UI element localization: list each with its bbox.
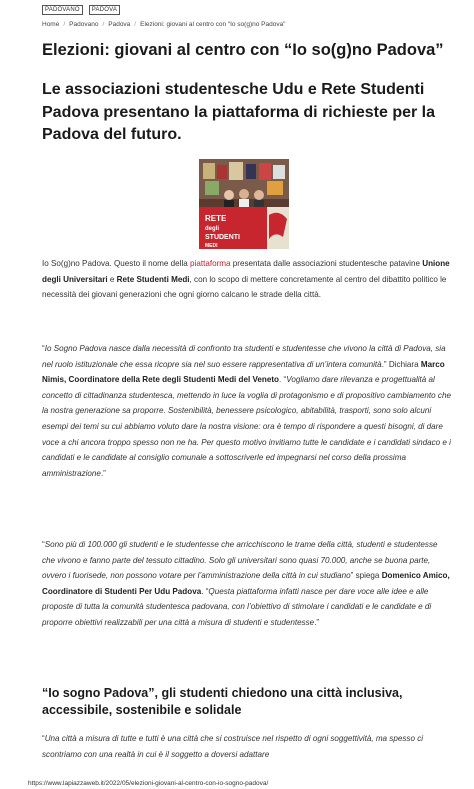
- quote-mark: “: [42, 540, 45, 549]
- svg-text:STUDENTI: STUDENTI: [205, 234, 240, 241]
- speaker-name: Marco Nimis, Coordinatore della Rete degli Studenti Medi del Veneto: [42, 359, 445, 385]
- quote-text: Io Sogno Padova nasce dalla necessità di confronto tra studenti e studentesse che vivono la città di Padova, sia nel ruolo istituzionale che essa ricopre sia nel suo essere rappresentativa di un’intera comunità: [42, 344, 446, 369]
- quote-text: Questa piattaforma infatti nasce per dare voce alle idee e alle proposte di tutta la comunità studentesca padovana, con l’obiettivo di stimolare i candidati e le candidate e di proporre obiettivi realizzabili per una città a misura di studenti e studentesse: [42, 586, 432, 627]
- paragraph-text: ” spiega: [350, 571, 382, 581]
- quote-mark: “: [42, 734, 45, 743]
- quote-text: Sono più di 100.000 gli studenti e le studentesse che arricchiscono le trame della città, studenti e studentesse che vivono e fanno parte del tessuto cittadino. Solo gli universitari sono quasi 70.000, anche se buona parte, ovvero i fuorisede, non possono votare per l’amministrazione della città in cui studiano: [42, 540, 438, 581]
- svg-text:degli: degli: [205, 226, 220, 232]
- article-photo[interactable]: [199, 159, 289, 249]
- breadcrumb-padovano[interactable]: Padovano: [69, 21, 99, 28]
- page-title: Elezioni: giovani al centro con “Io so(g)no Padova”: [42, 41, 444, 59]
- category-tags: [42, 5, 120, 15]
- quote-text: Vogliamo dare rilevanza e progettualità al concetto di cittadinanza studentesca, mettendo in luce la voglia di protagonismo e di propositivo cambiamento che la nostra generazione sa proporre. Sostenibilità, benessere psicologico, abitabilità, trasporti, sono solo alcuni esempi dei temi su cui abbiamo voluto dare la nostra visione: ora è tempo di rispondere a questi bisogni, di dare voce a chi ancora troppo spesso non ne ha. Per questo motivo invitiamo tutte le candidate e i candidati sindaco e i candidati e le candidate al consiglio comunale a sottoscriverle ed impegnarsi nel corso della prossima amministrazione: [42, 375, 451, 478]
- quote-mark: .”: [100, 468, 106, 478]
- photo-illustration: [199, 159, 289, 249]
- article-paragraph-2: [42, 341, 452, 481]
- breadcrumb-separator: /: [102, 21, 105, 28]
- paragraph-text: .” Dichiara: [381, 359, 421, 369]
- paragraph-text: presentata dalle associazioni studentesche patavine: [230, 259, 423, 268]
- tag-padovano[interactable]: PADOVANO: [42, 5, 83, 15]
- paragraph-text: . “: [201, 586, 209, 596]
- quote-mark: “: [42, 344, 45, 353]
- speaker-name: Domenico Amico, Coordinatore di Studenti Per Udu Padova: [42, 571, 450, 596]
- breadcrumb: [42, 21, 285, 28]
- breadcrumb-padova[interactable]: Padova: [108, 21, 131, 28]
- article-paragraph-3: [42, 537, 452, 631]
- paragraph-text: . “: [279, 375, 287, 385]
- quote-text: Una città a misura di tutte e tutti è una città che si costruisce nel rispetto di ogni soggettività, ma spesso ci scontriamo con una realtà in cui è il soggetto a doversi adattare: [42, 734, 424, 759]
- section-heading: “Io sogno Padova”, gli studenti chiedono una città inclusiva, accessibile, sostenibile e solidale: [42, 686, 403, 717]
- organization-name: Unione degli Universitari: [42, 259, 450, 284]
- organization-name: Rete Studenti Medi: [116, 274, 190, 284]
- footer-url: https://www.lapiazzaweb.it/2022/05/elezioni-giovani-al-centro-con-io-sogno-padova/: [28, 780, 269, 787]
- piattaforma-link[interactable]: piattaforma: [190, 259, 231, 268]
- tag-padova[interactable]: PADOVA: [89, 5, 120, 15]
- breadcrumb-separator: /: [134, 21, 137, 28]
- paragraph-text: Io So(g)no Padova. Questo il nome della: [42, 259, 191, 268]
- paragraph-text: , con lo scopo di mettere concretamente al centro del dibattito politico le necessità dei giovani generazioni che ogni giorno calcano le strade della città.: [42, 274, 447, 300]
- breadcrumb-home[interactable]: Home: [42, 21, 60, 28]
- svg-text:RETE: RETE: [205, 214, 227, 223]
- svg-text:MEDI: MEDI: [205, 243, 218, 249]
- breadcrumb-separator: /: [63, 21, 66, 28]
- breadcrumb-current: Elezioni: giovani al centro con “Io so(g)no Padova”: [140, 21, 286, 28]
- article-paragraph-1: [42, 256, 452, 303]
- quote-mark: .”: [314, 617, 320, 627]
- paragraph-text: e: [107, 274, 117, 284]
- article-paragraph-4: [42, 731, 452, 762]
- article-subtitle: Le associazioni studentesche Udu e Rete Studenti Padova presentano la piattaforma di richieste per la Padova del futuro.: [42, 81, 436, 143]
